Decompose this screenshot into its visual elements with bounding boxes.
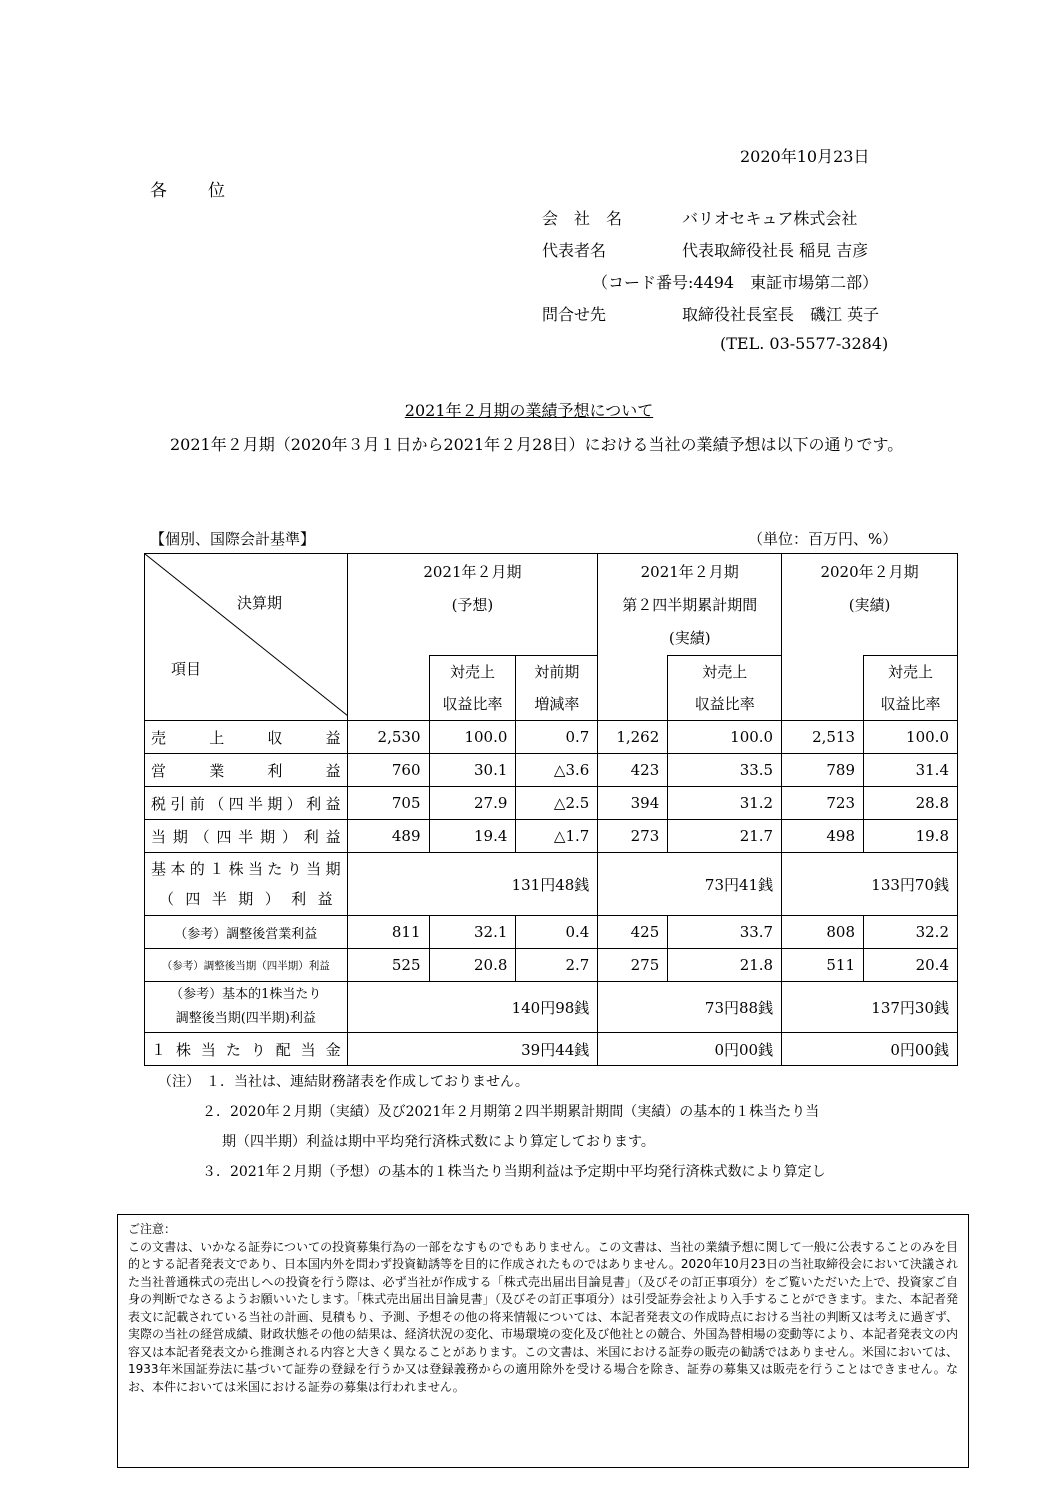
subheader-empty <box>347 656 429 721</box>
table-cell: 20.4 <box>864 949 958 982</box>
table-cell: 0.4 <box>516 916 598 949</box>
table-cell: 100.0 <box>668 721 782 754</box>
row-label: 基本的１株当たり当期 （四半期）利益 <box>145 853 348 916</box>
table-cell: 100.0 <box>864 721 958 754</box>
table-cell: 423 <box>598 754 668 787</box>
subheader-ratio: 対売上 収益比率 <box>864 656 958 721</box>
table-row <box>145 916 958 949</box>
table-cell: 425 <box>598 916 668 949</box>
representative-value: 代表取締役社長 稲見 吉彦 <box>682 241 869 260</box>
table-cell: △1.7 <box>516 820 598 853</box>
stock-code-line: （コード番号:4494 東証市場第二部） <box>592 273 879 292</box>
table-row-eps <box>145 853 958 916</box>
table-header-row <box>145 554 958 656</box>
table-row <box>145 820 958 853</box>
table-cell: 0円00銭 <box>598 1033 782 1066</box>
disclaimer-box <box>117 1214 969 1468</box>
row-label: 売上収益 <box>145 721 348 754</box>
table-cell: 723 <box>782 787 864 820</box>
table-cell: 525 <box>347 949 429 982</box>
row-label: １株当たり配当金 <box>145 1033 348 1066</box>
telephone-line: (TEL. 03-5577-3284) <box>720 334 889 353</box>
corner-cell <box>145 554 348 721</box>
table-cell: △2.5 <box>516 787 598 820</box>
table-row <box>145 949 958 982</box>
representative-line <box>542 238 868 261</box>
document-title: 2021年２月期の業績予想について <box>404 401 654 420</box>
table-cell: 275 <box>598 949 668 982</box>
table-cell: 2,530 <box>347 721 429 754</box>
corner-item-label: 項目 <box>171 660 202 678</box>
corner-diagonal <box>145 554 348 716</box>
table-cell: 33.7 <box>668 916 782 949</box>
table-cell: 133円70銭 <box>782 853 958 916</box>
subheader-change: 対前期 増減率 <box>516 656 598 721</box>
table-row <box>145 754 958 787</box>
table-cell: 511 <box>782 949 864 982</box>
table-cell: 33.5 <box>668 754 782 787</box>
row-label: 税引前（四半期）利益 <box>145 787 348 820</box>
row-label: （参考）調整後営業利益 <box>145 916 348 949</box>
table-cell: 137円30銭 <box>782 982 958 1033</box>
accounting-basis: 【個別、国際会計基準】 <box>150 530 316 548</box>
representative-label: 代表者名 <box>542 241 607 260</box>
table-cell: 140円98銭 <box>347 982 598 1033</box>
table-cell: 27.9 <box>429 787 516 820</box>
period-header-forecast: 2021年２月期 (予想) <box>347 554 598 656</box>
table-cell: 394 <box>598 787 668 820</box>
table-cell: 20.8 <box>429 949 516 982</box>
table-cell: 28.8 <box>864 787 958 820</box>
disclaimer-body: この文書は、いかなる証券についての投資募集行為の一部をなすものでもありません。この文書は、当社の業績予想に関して一般に公表することのみを目的とする記者発表文であり、日本国内外を問わず投資勧誘等を目的に作成されたものではありません。2020年10月23日の当社取締役会において決議された当社普通株式の売出しへの投資を行う際は、必ず当社が作成する「株式売出届出目論見書」（及びその訂正事項分）をご覧いただいた上で、投資家ご自身の判断でなさるようお願いいたします。「株式売出届出目論見書」（及びその訂正事項分）は引受証券会社より入手することができます。また、本記者発表文に記載されている当社の計画、見積もり、予測、予想その他の将来情報については、本記者発表文の作成時点における当社の判断又は考えに過ぎず、実際の当社の経営成績、財政状態その他の結果は、経済状況の変化、市場環境の変化及び他社との競合、外国為替相場の変動等により、本記者発表文の内容又は本記者発表文から推測される内容と大きく異なることがあります。この文書は、米国における証券の販売の勧誘ではありません。米国においては、1933年米国証券法に基づいて証券の登録を行うか又は登録義務からの適用除外を受ける場合を除き、証券の募集又は販売を行うことはできません。なお、本件においては米国における証券の募集は行われません。 <box>128 1239 958 1394</box>
note-1: （注） １．当社は、連結財務諸表を作成しておりません。 <box>158 1074 529 1090</box>
subheader-empty <box>598 656 668 721</box>
table-cell: 0.7 <box>516 721 598 754</box>
note-2a: ２．2020年２月期（実績）及び2021年２月期第２四半期累計期間（実績）の基本的１株当たり当 <box>202 1104 820 1120</box>
unit-label: （単位：百万円、%） <box>748 530 898 548</box>
contact-label: 問合せ先 <box>542 305 607 324</box>
company-name-line <box>542 206 857 229</box>
row-label: （参考）基本的1株当たり 調整後当期(四半期)利益 <box>145 982 348 1033</box>
period-header-q2: 2021年２月期 第２四半期累計期間 (実績) <box>598 554 782 656</box>
addressee: 各 位 <box>150 181 237 201</box>
subheader-ratio: 対売上 収益比率 <box>429 656 516 721</box>
table-cell: 30.1 <box>429 754 516 787</box>
period-header-prior: 2020年２月期 (実績) <box>782 554 958 656</box>
document-date: 2020年10月23日 <box>740 147 870 166</box>
table-cell: 19.4 <box>429 820 516 853</box>
table-cell: 32.2 <box>864 916 958 949</box>
earnings-forecast-table <box>144 553 958 1066</box>
contact-value: 取締役社長室長 磯江 英子 <box>682 305 880 324</box>
table-cell: 131円48銭 <box>347 853 598 916</box>
table-row-adjusted-eps <box>145 982 958 1033</box>
table-cell: 760 <box>347 754 429 787</box>
table-cell: 273 <box>598 820 668 853</box>
row-label: 営業利益 <box>145 754 348 787</box>
company-name-value: バリオセキュア株式会社 <box>682 209 858 228</box>
table-cell: 705 <box>347 787 429 820</box>
contact-line <box>542 302 879 325</box>
table-cell: 789 <box>782 754 864 787</box>
subheader-empty <box>782 656 864 721</box>
corner-period-label: 決算期 <box>237 594 283 612</box>
subheader-ratio: 対売上 収益比率 <box>668 656 782 721</box>
table-cell: 1,262 <box>598 721 668 754</box>
table-cell: 2.7 <box>516 949 598 982</box>
company-name-label: 会 社 名 <box>542 209 623 228</box>
intro-paragraph: 2021年２月期（2020年３月１日から2021年２月28日）における当社の業績予想は以下の通りです。 <box>170 435 904 454</box>
table-row-dividend <box>145 1033 958 1066</box>
table-cell: 100.0 <box>429 721 516 754</box>
table-cell: △3.6 <box>516 754 598 787</box>
table-cell: 21.7 <box>668 820 782 853</box>
table-cell: 31.2 <box>668 787 782 820</box>
table-cell: 808 <box>782 916 864 949</box>
table-row <box>145 721 958 754</box>
table-cell: 489 <box>347 820 429 853</box>
disclaimer-heading: ご注意： <box>128 1222 177 1236</box>
table-cell: 39円44銭 <box>347 1033 598 1066</box>
table-cell: 811 <box>347 916 429 949</box>
row-label: （参考）調整後当期（四半期）利益 <box>145 949 348 982</box>
note-3: ３．2021年２月期（予想）の基本的１株当たり当期利益は予定期中平均発行済株式数により算定し <box>202 1164 826 1180</box>
table-cell: 31.4 <box>864 754 958 787</box>
table-cell: 32.1 <box>429 916 516 949</box>
table-row <box>145 787 958 820</box>
row-label: 当期（四半期）利益 <box>145 820 348 853</box>
table-cell: 73円41銭 <box>598 853 782 916</box>
table-cell: 21.8 <box>668 949 782 982</box>
table-cell: 0円00銭 <box>782 1033 958 1066</box>
table-cell: 19.8 <box>864 820 958 853</box>
note-2b: 期（四半期）利益は期中平均発行済株式数により算定しております。 <box>222 1134 655 1150</box>
table-cell: 73円88銭 <box>598 982 782 1033</box>
table-cell: 2,513 <box>782 721 864 754</box>
table-cell: 498 <box>782 820 864 853</box>
